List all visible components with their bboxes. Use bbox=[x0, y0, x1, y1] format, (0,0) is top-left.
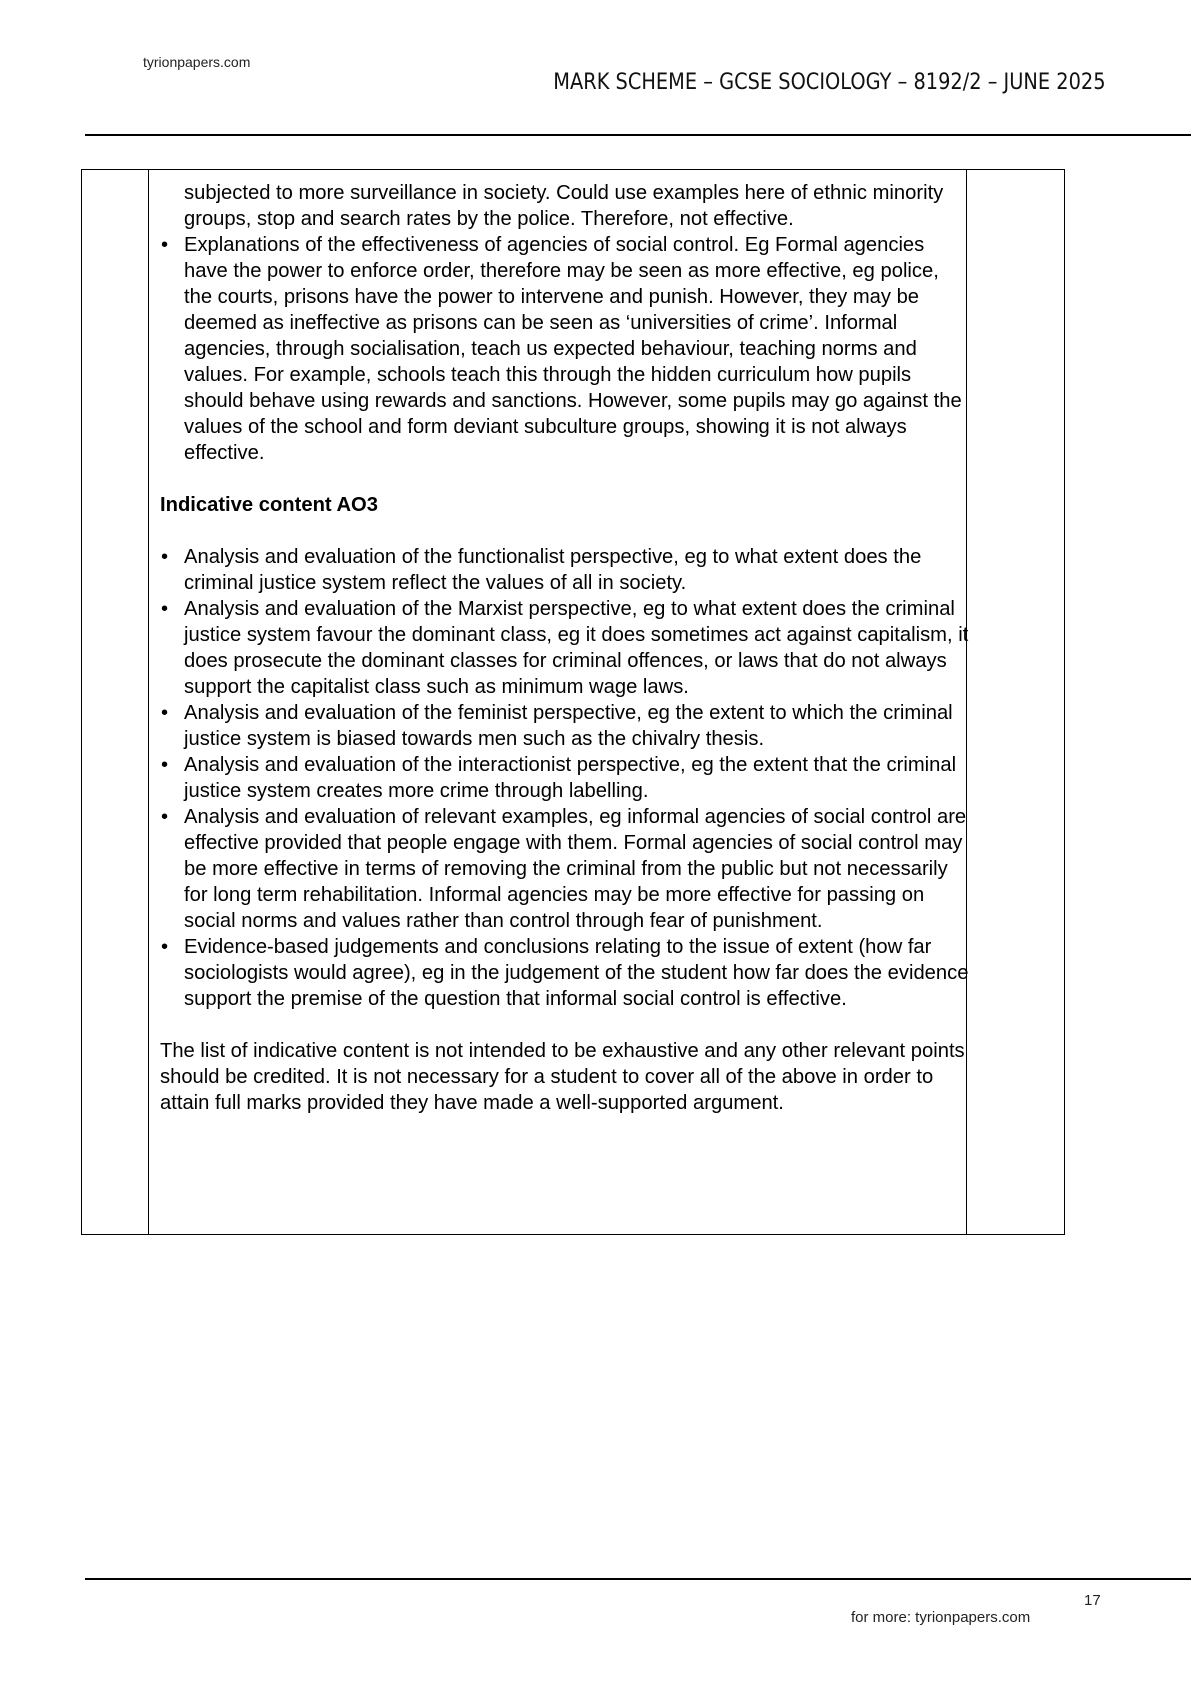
bullet-item bbox=[160, 804, 970, 934]
marks-cell bbox=[966, 170, 1064, 1234]
bullet-text: Explanations of the effectiveness of agencies of social control. Eg Formal agencies have the power to enforce order, therefore may be seen as more effective, eg police, the courts, prisons have the power to intervene and punish. However, they may be deemed as ineffective as prisons can be seen as ‘universities of crime’. Informal agencies, through socialisation, teach us expected behaviour, teaching norms and values. For example, schools teach this through the hidden curriculum how pupils should behave using rewards and sanctions. However, some pupils may go against the values of the school and form deviant subculture groups, showing it is not always effective. bbox=[184, 234, 962, 464]
section-heading-ao3: Indicative content AO3 bbox=[160, 494, 378, 516]
bullet-text: Analysis and evaluation of the functionalist perspective, eg to what extent does the criminal justice system reflect the values of all in society. bbox=[184, 546, 922, 594]
question-number-cell bbox=[82, 170, 149, 1234]
bullet-icon: • bbox=[161, 702, 169, 724]
bullet-icon: • bbox=[161, 806, 169, 828]
bullet-item bbox=[160, 934, 970, 1012]
bullet-item bbox=[160, 700, 970, 752]
bullet-icon: • bbox=[161, 754, 169, 776]
page-title: MARK SCHEME – GCSE SOCIOLOGY – 8192/2 – JUNE 2025 bbox=[553, 70, 1106, 95]
footer-divider bbox=[85, 1578, 1191, 1580]
bullet-icon: • bbox=[161, 546, 169, 568]
bullet-icon: • bbox=[161, 598, 169, 620]
bullet-text: Evidence-based judgements and conclusions relating to the issue of extent (how far sociologists would agree), eg in the judgement of the student how far does the evidence support the premise of the question that informal social control is effective. bbox=[184, 936, 969, 1010]
bullet-icon: • bbox=[161, 936, 169, 958]
header-site: tyrionpapers.com bbox=[143, 54, 251, 70]
page-number: 17 bbox=[1084, 1592, 1101, 1609]
continued-text: subjected to more surveillance in society. Could use examples here of ethnic minority groups, stop and search rates by the police. Therefore, not effective. bbox=[184, 182, 944, 230]
closing-note: The list of indicative content is not intended to be exhaustive and any other relevant points should be credited. It is not necessary for a student to cover all of the above in order to attain full marks provided they have made a well-supported argument. bbox=[160, 1040, 965, 1114]
bullet-text: Analysis and evaluation of the feminist perspective, eg the extent to which the criminal justice system is biased towards men such as the chivalry thesis. bbox=[184, 702, 953, 750]
bullet-item bbox=[160, 544, 970, 596]
bullet-item bbox=[160, 752, 970, 804]
bullet-text: Analysis and evaluation of the Marxist perspective, eg to what extent does the criminal justice system favour the dominant class, eg it does sometimes act against capitalism, it does prosecute the dominant classes for criminal offences, or laws that do not always support the capitalist class such as minimum wage laws. bbox=[184, 598, 969, 698]
header-divider bbox=[85, 134, 1191, 136]
footer-site: for more: tyrionpapers.com bbox=[851, 1609, 1031, 1626]
mark-scheme-table bbox=[81, 169, 1065, 1235]
bullet-text: Analysis and evaluation of relevant examples, eg informal agencies of social control are effective provided that people engage with them. Formal agencies of social control may be more effective in terms of removing the criminal from the public but not necessarily for long term rehabilitation. Informal agencies may be more effective for passing on social norms and values rather than control through fear of punishment. bbox=[184, 806, 967, 932]
bullet-text: Analysis and evaluation of the interactionist perspective, eg the extent that the criminal justice system creates more crime through labelling. bbox=[184, 754, 957, 802]
guidance-cell bbox=[160, 180, 970, 1116]
bullet-item bbox=[160, 232, 970, 466]
bullet-item bbox=[160, 596, 970, 700]
bullet-icon: • bbox=[161, 234, 169, 256]
